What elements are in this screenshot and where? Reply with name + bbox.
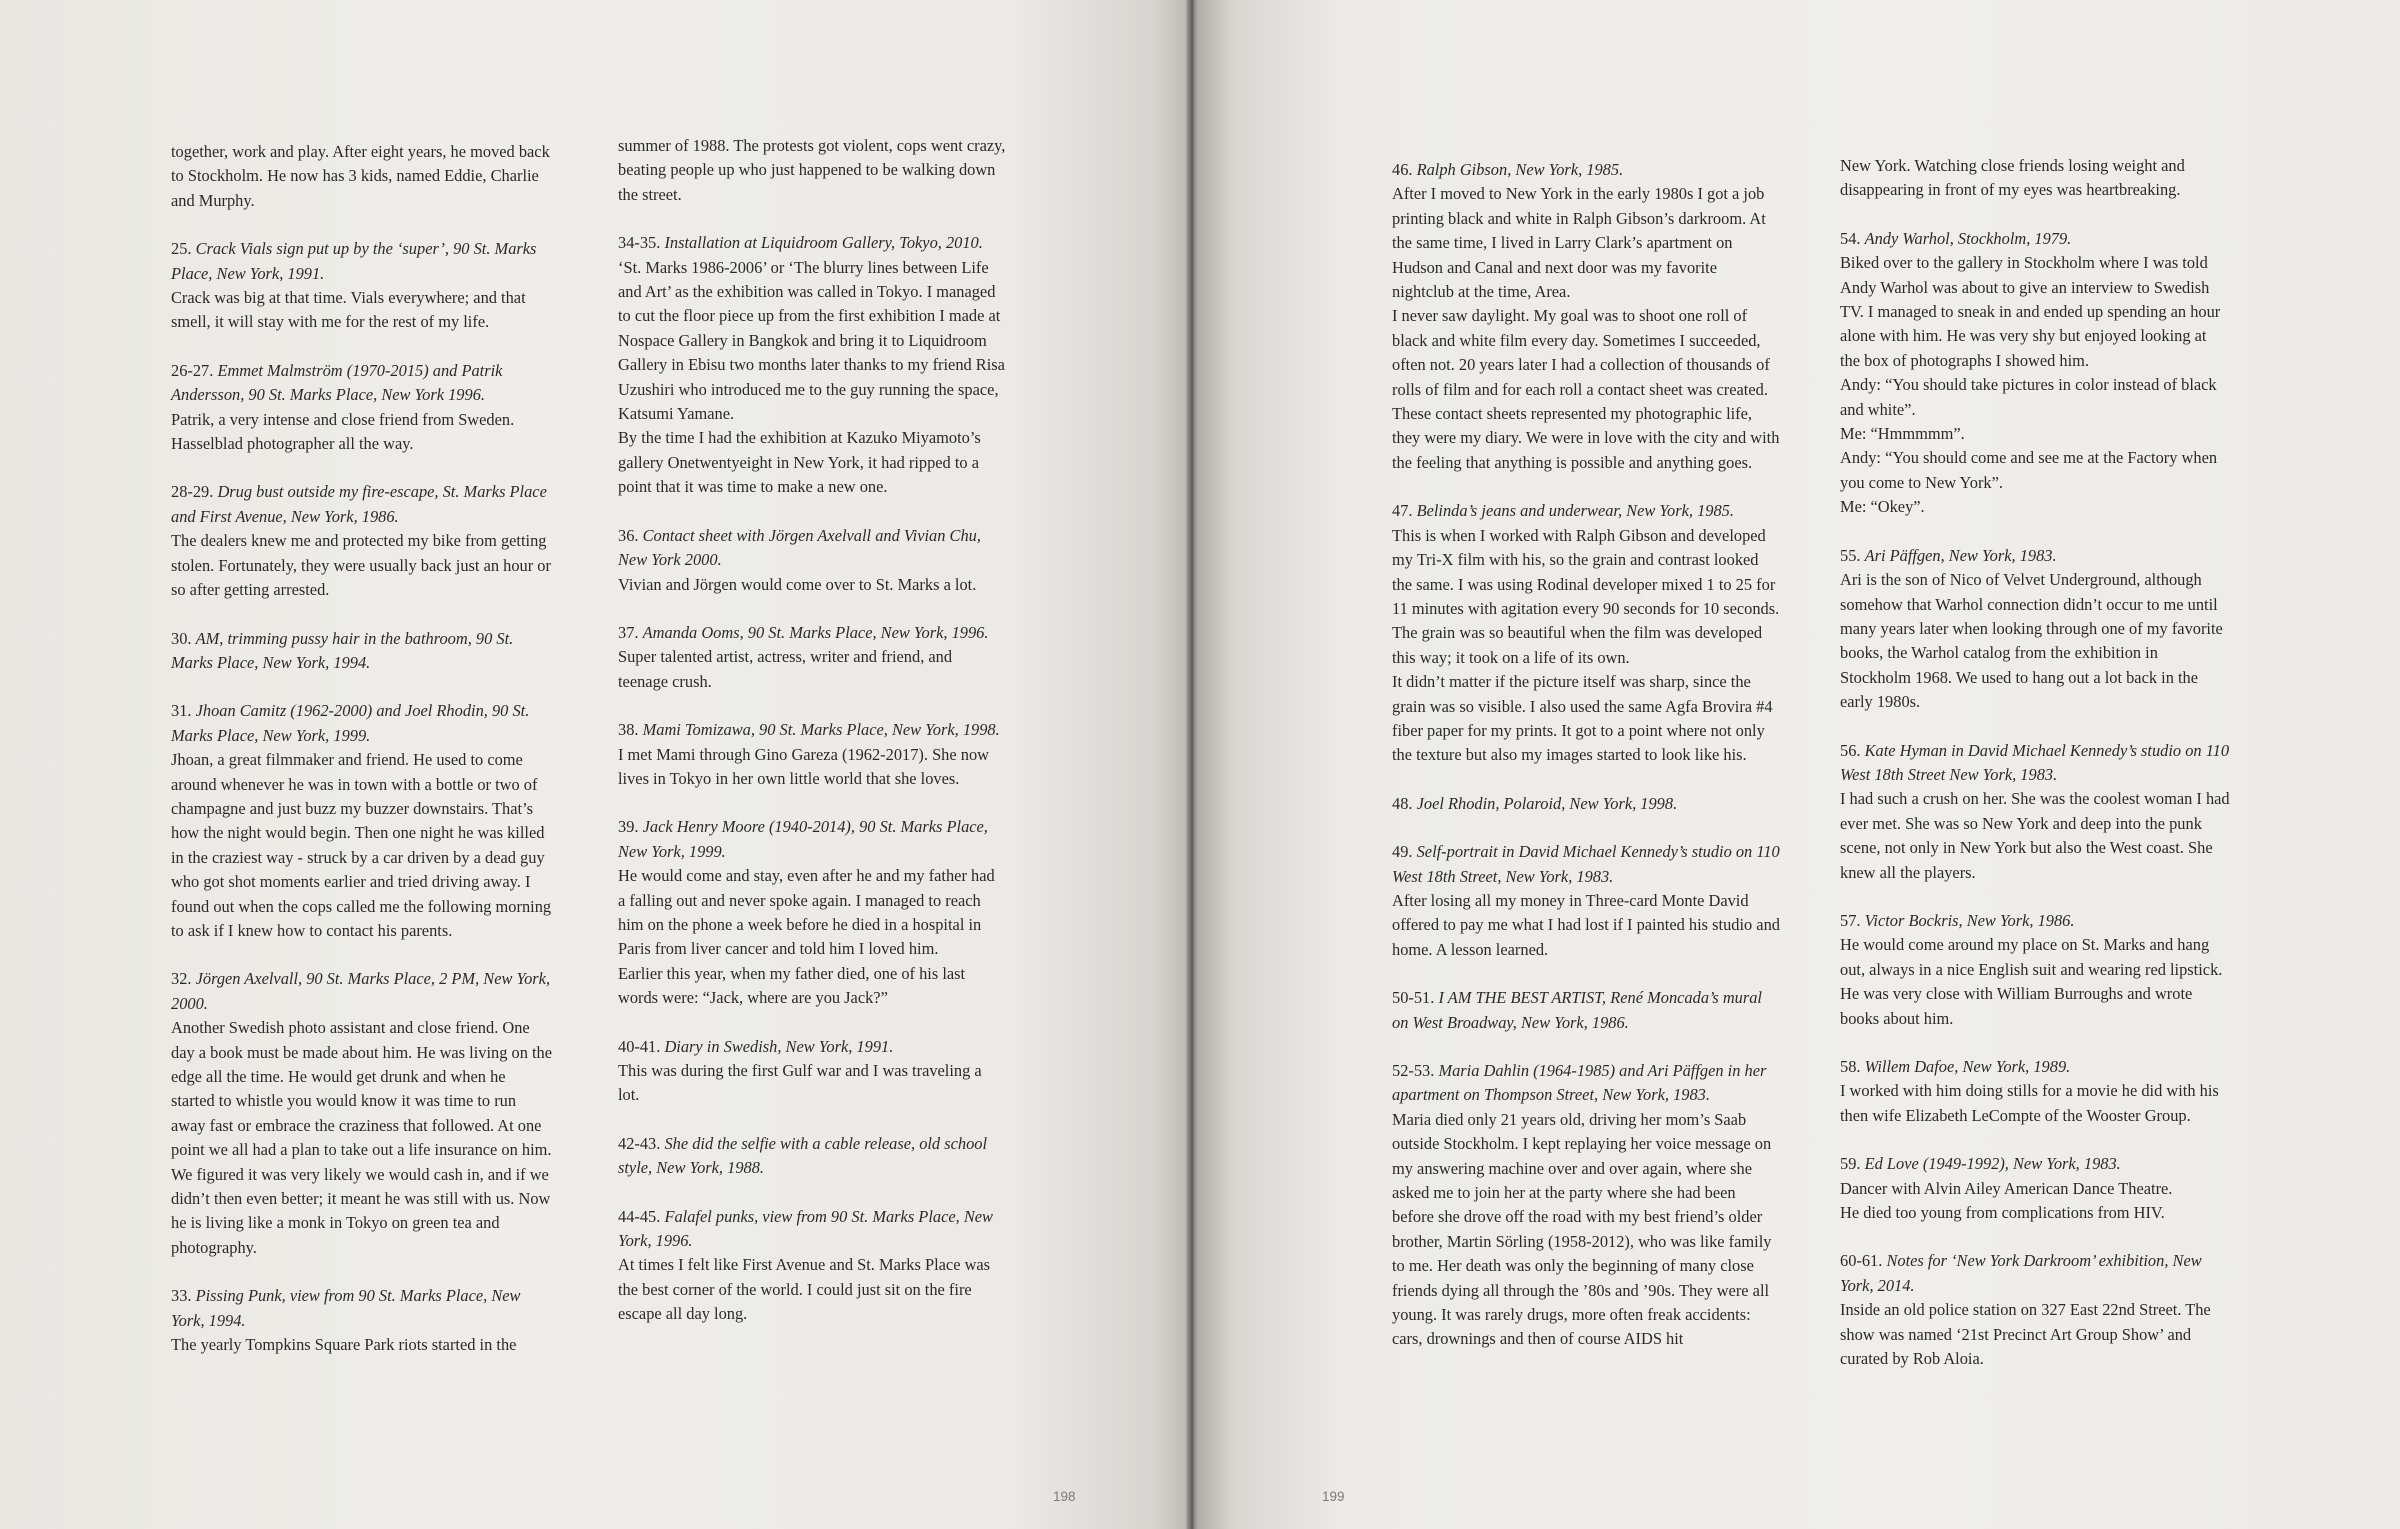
caption-body: Ari is the son of Nico of Velvet Underground, although somehow that Warhol connection didn’t occur to me until many years later when looking through one of my favorite books, the Warhol catalog from the exhibition in Stockholm 1968. We used to hang out a lot back in the early 1980s. (1840, 570, 2223, 712)
page-number-left: 198 (1053, 1489, 1076, 1504)
caption-body: Another Swedish photo assistant and close friend. One day a book must be made about him. He was living on the edge all the time. He would get drunk and when he started to whistle you would know it was time to run away fast or embrace the craziness that followed. At one point we all had a plan to take out a life insurance on him. We figured it was very likely we would cash in, and if we didn’t then even better; it meant he was still with us. Now he is living like a monk in Tokyo on green tea and photography. (171, 1018, 553, 1257)
caption-entry (618, 1205, 1006, 1327)
caption-body: Jhoan, a great filmmaker and friend. He used to come around whenever he was in town with a bottle or two of champagne and just buzz my buzzer downstairs. That’s how the night would begin. Then one night he was killed in the craziest way - struck by a car driven by a dead guy who got shot moments earlier and tried driving away. I found out when the cops called me the following morning to ask if I knew how to contact his parents. (171, 750, 552, 940)
caption-title (171, 359, 553, 408)
caption-title (171, 480, 553, 529)
caption-body: together, work and play. After eight years, he moved back to Stockholm. He now has 3 kids, named Eddie, Charlie and Murphy. (171, 142, 550, 210)
caption-heading: Contact sheet with Jörgen Axelvall and Vivian Chu, New York 2000. (618, 525, 981, 570)
caption-entry (171, 480, 553, 602)
caption-heading: Crack Vials sign put up by the ‘super’, 90 St. Marks Place, New York, 1991. (171, 239, 537, 283)
caption-body: Super talented artist, actress, writer and friend, and teenage crush. (618, 647, 953, 691)
caption-entry (171, 627, 553, 676)
caption-heading: Ari Päffgen, New York, 1983. (1864, 545, 2057, 565)
caption-title (1840, 909, 2230, 933)
caption-heading: Drug bust outside my fire-escape, St. Marks Place and First Avenue, New York, 1986. (171, 482, 547, 526)
caption-title (1840, 544, 2230, 568)
caption-entry (618, 231, 1006, 499)
caption-number: 57. (1840, 910, 1865, 930)
caption-heading: Installation at Liquidroom Gallery, Tokyo, 2010. (664, 233, 983, 253)
caption-entry (1840, 227, 2230, 520)
caption-number: 33. (171, 1286, 196, 1306)
caption-heading: Maria Dahlin (1964-1985) and Ari Päffgen in her apartment on Thompson Street, New York, 1983. (1392, 1061, 1767, 1105)
caption-heading: I AM THE BEST ARTIST, René Moncada’s mural on West Broadway, New York, 1986. (1392, 988, 1762, 1032)
caption-title (1392, 792, 1780, 816)
caption-entry (1392, 499, 1780, 767)
text-column-3 (1392, 158, 1780, 1376)
caption-title (1840, 1055, 2230, 1079)
caption-entry (618, 134, 1006, 207)
caption-entry (1392, 986, 1780, 1035)
caption-number: 36. (618, 525, 643, 545)
text-column-2 (618, 134, 1006, 1351)
caption-title (1840, 739, 2230, 788)
caption-heading: Willem Dafoe, New York, 1989. (1864, 1057, 2071, 1076)
caption-entry (171, 359, 553, 457)
caption-body: Maria died only 21 years old, driving her mom’s Saab outside Stockholm. I kept replaying her voice message on my answering machine over and over again, where she asked me to join her at the party where she had been before she drove off the road with my best friend’s older brother, Martin Sörling (1958-2012), who was like family to me. Her death was only the beginning of many close friends dying all through the ’80s and ’90s. They were all young. It was rarely drugs, more often freak accidents: cars, drownings and then of course AIDS hit (1392, 1109, 1772, 1349)
caption-title (171, 967, 553, 1016)
caption-heading: Jack Henry Moore (1940-2014), 90 St. Marks Place, New York, 1999. (618, 817, 988, 861)
caption-entry (618, 718, 1006, 791)
caption-title (618, 524, 1006, 573)
caption-title (618, 815, 1006, 864)
caption-title (618, 718, 1006, 742)
caption-heading: Andy Warhol, Stockholm, 1979. (1864, 228, 2072, 248)
caption-body: I worked with him doing stills for a movie he did with his then wife Elizabeth LeCompte of the Wooster Group. (1840, 1081, 2219, 1125)
caption-heading: Notes for ‘New York Darkroom’ exhibition, New York, 2014. (1840, 1251, 2202, 1295)
caption-entry (171, 1284, 553, 1357)
caption-body: Inside an old police station on 327 East 22nd Street. The show was named ‘21st Precinct Art Group Show’ and curated by Rob Aloia. (1840, 1300, 2211, 1369)
caption-body: Dancer with Alvin Ailey American Dance Theatre. He died too young from complications from HIV. (1840, 1178, 2173, 1223)
caption-number: 56. (1840, 740, 1865, 760)
caption-body: This was during the first Gulf war and I was traveling a lot. (618, 1061, 982, 1105)
caption-number: 55. (1840, 545, 1865, 565)
caption-body: Vivian and Jörgen would come over to St. Marks a lot. (618, 574, 977, 594)
caption-heading: Ralph Gibson, New York, 1985. (1416, 160, 1624, 179)
caption-heading: Diary in Swedish, New York, 1991. (664, 1036, 894, 1056)
caption-entry (1840, 154, 2230, 203)
caption-entry (618, 815, 1006, 1010)
caption-heading: Self-portrait in David Michael Kennedy’s studio on 110 West 18th Street, New York, 1983. (1392, 842, 1780, 886)
caption-title (1840, 227, 2230, 251)
caption-body: Crack was big at that time. Vials everywhere; and that smell, it will stay with me for the rest of my life. (171, 288, 526, 332)
caption-body: After losing all my money in Three-card Monte David offered to pay me what I had lost if I painted his studio and home. A lesson learned. (1392, 890, 1780, 959)
caption-entry (1840, 739, 2230, 885)
caption-body: summer of 1988. The protests got violent, cops went crazy, beating people up who just happened to be walking down the street. (618, 136, 1006, 204)
caption-number: 49. (1392, 842, 1417, 862)
caption-number: 59. (1840, 1154, 1865, 1174)
caption-title (1840, 1152, 2230, 1176)
caption-number: 48. (1392, 793, 1417, 813)
caption-body: I had such a crush on her. She was the coolest woman I had ever met. She was so New York and deep into the punk scene, not only in New York but also the West coast. She knew all the players. (1840, 789, 2230, 882)
caption-title (1392, 1059, 1780, 1108)
caption-number: 30. (171, 628, 196, 648)
caption-body: The dealers knew me and protected my bike from getting stolen. Fortunately, they were usually back just an hour or so after getting arrested. (171, 531, 551, 600)
caption-entry (171, 699, 553, 943)
caption-number: 50-51. (1392, 988, 1439, 1008)
caption-number: 28-29. (171, 482, 218, 502)
caption-entry (618, 1132, 1006, 1181)
caption-number: 34-35. (618, 233, 665, 253)
caption-entry (1840, 1152, 2230, 1225)
caption-heading: Pissing Punk, view from 90 St. Marks Place, New York, 1994. (171, 1286, 521, 1330)
caption-entry (1392, 840, 1780, 962)
caption-entry (171, 140, 553, 213)
caption-title (618, 621, 1006, 645)
caption-number: 26-27. (171, 360, 218, 380)
caption-body: The yearly Tompkins Square Park riots started in the (171, 1335, 517, 1355)
caption-body: After I moved to New York in the early 1980s I got a job printing black and white in Ralph Gibson’s darkroom. At the same time, I lived in Larry Clark’s apartment on Hudson and Canal and next door was my favorite nightclub at the time, Area. I never saw daylight. My goal was to shoot one roll of black and white film every day. Sometimes I succeeded, often not. 20 years later I had a collection of thousands of rolls of film and for each roll a contact sheet was created. These contact sheets represented my photographic life, they were my diary. We were in love with the city and with the feeling that anything is possible and anything goes. (1392, 184, 1780, 472)
caption-title (618, 1205, 1006, 1254)
left-page (0, 0, 1190, 1529)
caption-body: I met Mami through Gino Gareza (1962-2017). She now lives in Tokyo in her own little world that she loves. (618, 744, 989, 788)
caption-heading: Belinda’s jeans and underwear, New York, 1985. (1416, 501, 1734, 521)
caption-number: 60-61. (1840, 1251, 1887, 1271)
caption-number: 54. (1840, 228, 1865, 248)
caption-entry (618, 524, 1006, 597)
caption-title (1392, 499, 1780, 523)
caption-heading: Amanda Ooms, 90 St. Marks Place, New York, 1996. (642, 622, 989, 642)
caption-title (1840, 1249, 2230, 1298)
caption-title (171, 699, 553, 748)
caption-body: Biked over to the gallery in Stockholm where I was told Andy Warhol was about to give an interview to Swedish TV. I managed to sneak in and ended up spending an hour alone with him. He was very shy but enjoyed looking at the box of photographs I showed him. Andy: “You should take pictures in color instead of black and white”. Me: “Hmmmmm”. Andy: “You should come and see me at the Factory when you come to New York”. Me: “Okey”. (1840, 253, 2221, 517)
caption-entry (1840, 1055, 2230, 1128)
caption-title (1392, 986, 1780, 1035)
caption-number: 42-43. (618, 1133, 665, 1153)
caption-entry (171, 967, 553, 1260)
caption-entry (1392, 792, 1780, 816)
caption-heading: Jhoan Camitz (1962-2000) and Joel Rhodin, 90 St. Marks Place, New York, 1999. (171, 701, 530, 745)
caption-title (618, 1132, 1006, 1181)
caption-entry (618, 1035, 1006, 1108)
caption-number: 31. (171, 701, 196, 721)
caption-entry (618, 621, 1006, 694)
page-number-right: 199 (1322, 1489, 1345, 1504)
caption-entry (1392, 1059, 1780, 1352)
caption-body: He would come around my place on St. Marks and hang out, always in a nice English suit and wearing red lipstick. He was very close with William Burroughs and wrote books about him. (1840, 935, 2223, 1028)
caption-entry (1392, 158, 1780, 475)
caption-number: 38. (618, 720, 643, 740)
caption-number: 40-41. (618, 1036, 665, 1056)
caption-title (1392, 158, 1780, 182)
caption-title (618, 231, 1006, 255)
caption-heading: Kate Hyman in David Michael Kennedy’s studio on 110 West 18th Street New York, 1983. (1840, 740, 2230, 784)
caption-heading: Jörgen Axelvall, 90 St. Marks Place, 2 PM, New York, 2000. (171, 969, 551, 1013)
caption-number: 32. (171, 969, 196, 989)
caption-entry (1840, 909, 2230, 1031)
caption-body: Patrik, a very intense and close friend from Sweden. Hasselblad photographer all the way. (171, 409, 515, 454)
caption-body: He would come and stay, even after he and my father had a falling out and never spoke again. I managed to reach him on the phone a week before he died in a hospital in Paris from liver cancer and told him I loved him. Earlier this year, when my father died, one of his last words were: “Jack, where are you Jack?” (618, 866, 995, 1008)
caption-number: 58. (1840, 1057, 1865, 1076)
caption-body: This is when I worked with Ralph Gibson and developed my Tri-X film with his, so the grain and contrast looked the same. I was using Rodinal developer mixed 1 to 25 for 11 minutes with agitation every 90 seconds for 10 seconds. The grain was so beautiful when the film was developed this way; it took on a life of its own. It didn’t matter if the picture itself was sharp, since the grain was so visible. I also used the same Agfa Brovira #4 fiber paper for my prints. It got to a point where not only the texture but also my images started to look like his. (1392, 525, 1780, 765)
caption-title (171, 1284, 553, 1333)
caption-entry (1840, 1249, 2230, 1371)
caption-number: 25. (171, 239, 196, 259)
caption-heading: Mami Tomizawa, 90 St. Marks Place, New York, 1998. (642, 720, 1000, 740)
caption-title (618, 1035, 1006, 1059)
caption-number: 39. (618, 817, 643, 837)
caption-heading: Ed Love (1949-1992), New York, 1983. (1864, 1154, 2121, 1174)
caption-number: 52-53. (1392, 1061, 1439, 1080)
caption-number: 37. (618, 622, 643, 642)
caption-number: 47. (1392, 501, 1417, 521)
caption-body: At times I felt like First Avenue and St. Marks Place was the best corner of the world. I could just sit on the fire escape all day long. (618, 1255, 991, 1324)
caption-heading: Falafel punks, view from 90 St. Marks Place, New York, 1996. (618, 1206, 993, 1251)
caption-heading: Victor Bockris, New York, 1986. (1864, 910, 2075, 930)
text-column-4 (1840, 154, 2230, 1395)
right-page (1198, 0, 2400, 1529)
caption-heading: AM, trimming pussy hair in the bathroom, 90 St. Marks Place, New York, 1994. (171, 628, 514, 672)
caption-heading: She did the selfie with a cable release, old school style, New York, 1988. (618, 1133, 988, 1178)
caption-heading: Joel Rhodin, Polaroid, New York, 1998. (1416, 793, 1678, 813)
caption-title (1392, 840, 1780, 889)
caption-title (171, 237, 553, 286)
caption-entry (171, 237, 553, 335)
text-column-1 (171, 140, 553, 1381)
caption-body: New York. Watching close friends losing weight and disappearing in front of my eyes was heartbreaking. (1840, 156, 2185, 200)
caption-title (171, 627, 553, 676)
caption-number: 46. (1392, 160, 1417, 179)
caption-body: ‘St. Marks 1986-2006’ or ‘The blurry lines between Life and Art’ as the exhibition was called in Tokyo. I managed to cut the floor piece up from the first exhibition I made at Nospace Gallery in Bangkok and bring it to Liquidroom Gallery in Ebisu two months later thanks to my friend Risa Uzushiri who introduced me to the guy running the space, Katsumi Yamane. By the time I had the exhibition at Kazuko Miyamoto’s gallery Onetwentyeight in New York, it had ripped to a point that it was time to make a new one. (618, 257, 1005, 497)
caption-entry (1840, 544, 2230, 715)
caption-heading: Emmet Malmström (1970-2015) and Patrik Andersson, 90 St. Marks Place, New York 1996. (171, 360, 503, 405)
caption-number: 44-45. (618, 1206, 665, 1226)
